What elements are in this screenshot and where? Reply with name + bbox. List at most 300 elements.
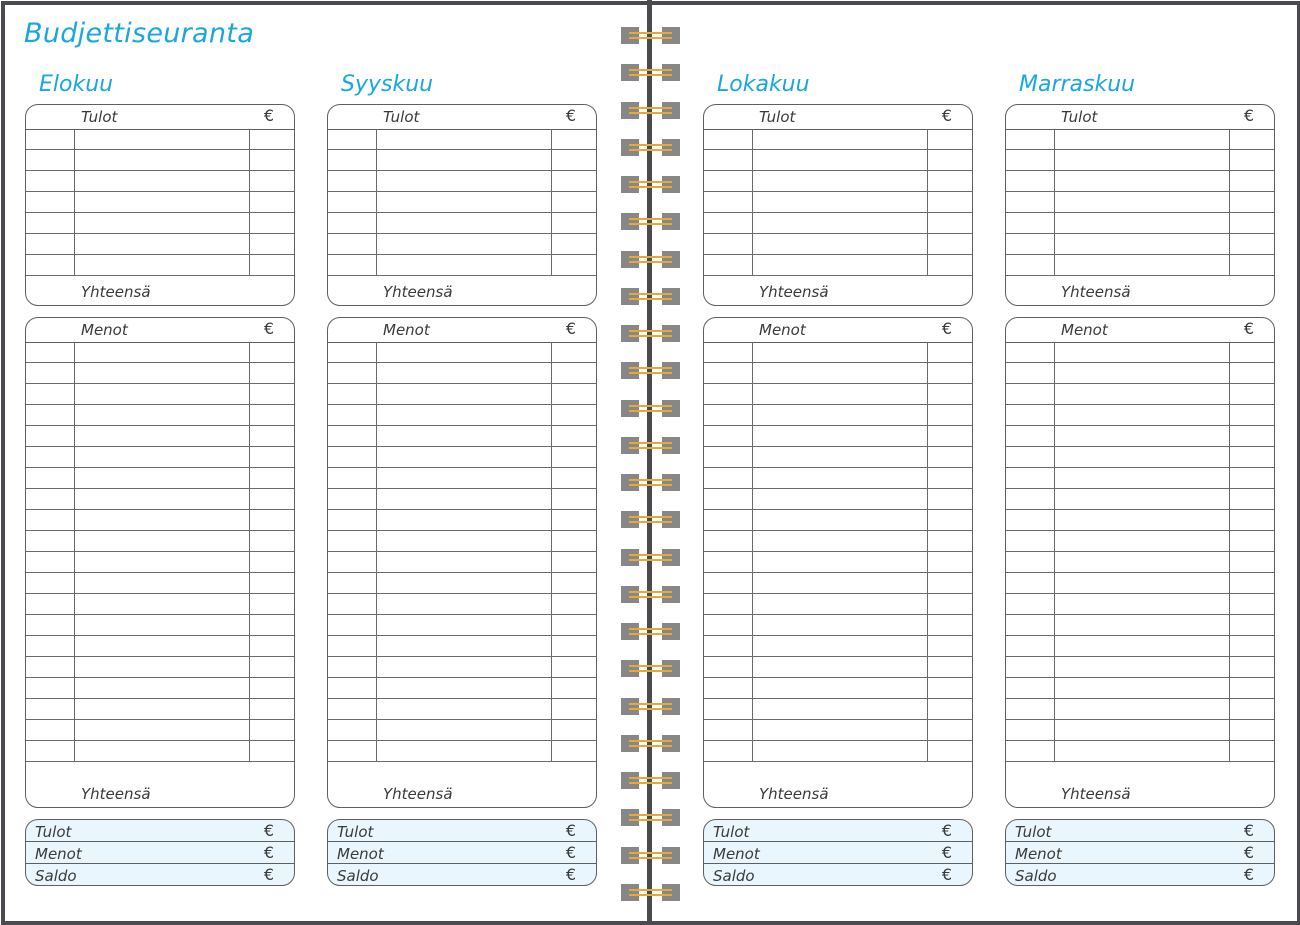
column-divider: [551, 489, 552, 509]
column-divider: [1054, 384, 1055, 404]
table-row[interactable]: [1006, 489, 1274, 510]
table-row[interactable]: [26, 129, 294, 150]
ring-hole: [621, 511, 639, 528]
table-row[interactable]: [328, 741, 596, 762]
column-divider: [1229, 552, 1230, 572]
column-divider: [1229, 447, 1230, 467]
column-divider: [927, 741, 928, 761]
ring-wire: [629, 633, 672, 635]
table-row[interactable]: [328, 426, 596, 447]
column-divider: [551, 594, 552, 614]
table-row[interactable]: [26, 255, 294, 276]
table-row[interactable]: [26, 741, 294, 762]
ring-hole: [662, 400, 680, 417]
table-row[interactable]: [328, 192, 596, 213]
ring-wire: [629, 69, 672, 71]
ring-wire: [629, 144, 672, 146]
table-row[interactable]: [1006, 699, 1274, 720]
summary-row-balance[interactable]: [328, 864, 596, 886]
table-row[interactable]: [1006, 255, 1274, 276]
column-divider: [74, 699, 75, 719]
summary-label-income: Tulot: [35, 823, 72, 841]
table-row[interactable]: [328, 150, 596, 171]
column-divider: [1054, 234, 1055, 254]
expenses-table-nov-rows: [1006, 342, 1274, 762]
expenses-table-oct-header-label: Menot: [759, 321, 806, 339]
euro-icon: €: [1243, 865, 1254, 884]
column-divider: [74, 531, 75, 551]
table-row[interactable]: [328, 489, 596, 510]
expenses-table-oct-rows: [704, 342, 972, 762]
column-divider: [249, 192, 250, 212]
column-divider: [752, 720, 753, 740]
ring-hole: [621, 847, 639, 864]
table-row[interactable]: [704, 447, 972, 468]
table-row[interactable]: [328, 657, 596, 678]
table-row[interactable]: [704, 741, 972, 762]
euro-icon: €: [263, 106, 274, 125]
table-row[interactable]: [328, 468, 596, 489]
table-row[interactable]: [704, 384, 972, 405]
column-divider: [927, 636, 928, 656]
table-row[interactable]: [26, 213, 294, 234]
ring-wire: [629, 596, 672, 598]
column-divider: [551, 468, 552, 488]
table-row[interactable]: [1006, 384, 1274, 405]
income-table-sep-total-label: Yhteensä: [383, 283, 453, 301]
table-row[interactable]: [1006, 363, 1274, 384]
table-row[interactable]: [26, 552, 294, 573]
table-row[interactable]: [704, 255, 972, 276]
summary-label-balance: Saldo: [1015, 867, 1057, 885]
ring-hole: [662, 586, 680, 603]
table-row[interactable]: [1006, 678, 1274, 699]
spiral-ring: [621, 288, 680, 305]
column-divider: [1229, 657, 1230, 677]
table-row[interactable]: [704, 636, 972, 657]
column-divider: [752, 615, 753, 635]
table-row[interactable]: [704, 573, 972, 594]
column-divider: [752, 255, 753, 275]
table-row[interactable]: [328, 213, 596, 234]
column-divider: [249, 255, 250, 275]
table-row[interactable]: [704, 489, 972, 510]
table-row[interactable]: [26, 510, 294, 531]
income-table-oct: [703, 104, 973, 306]
ring-hole: [621, 213, 639, 230]
expenses-table-sep-header-label: Menot: [383, 321, 430, 339]
table-row[interactable]: [26, 342, 294, 363]
column-divider: [74, 171, 75, 191]
ring-hole: [662, 809, 680, 826]
table-row[interactable]: [328, 720, 596, 741]
table-row[interactable]: [1006, 720, 1274, 741]
column-divider: [249, 363, 250, 383]
column-divider: [376, 447, 377, 467]
spiral-ring: [621, 325, 680, 342]
column-divider: [249, 615, 250, 635]
table-row[interactable]: [328, 615, 596, 636]
table-row[interactable]: [26, 234, 294, 255]
column-divider: [1229, 234, 1230, 254]
spiral-ring: [621, 884, 680, 901]
summary-row-balance[interactable]: [704, 864, 972, 886]
table-row[interactable]: [1006, 468, 1274, 489]
table-row[interactable]: [1006, 405, 1274, 426]
table-row[interactable]: [704, 594, 972, 615]
column-divider: [927, 531, 928, 551]
column-divider: [1229, 384, 1230, 404]
ring-wire: [629, 181, 672, 183]
expenses-table-nov-header-label: Menot: [1061, 321, 1108, 339]
column-divider: [376, 426, 377, 446]
column-divider: [74, 573, 75, 593]
spiral-ring: [621, 437, 680, 454]
table-row[interactable]: [26, 657, 294, 678]
column-divider: [551, 129, 552, 149]
summary-row-income[interactable]: [26, 820, 294, 842]
table-row[interactable]: [1006, 573, 1274, 594]
column-divider: [752, 363, 753, 383]
table-row[interactable]: [704, 342, 972, 363]
ring-hole: [621, 64, 639, 81]
table-row[interactable]: [328, 405, 596, 426]
table-row[interactable]: [26, 615, 294, 636]
column-divider: [551, 615, 552, 635]
table-row[interactable]: [704, 531, 972, 552]
column-divider: [1054, 213, 1055, 233]
expenses-table-aug-header-label: Menot: [81, 321, 128, 339]
column-divider: [249, 573, 250, 593]
table-row[interactable]: [328, 699, 596, 720]
table-row[interactable]: [328, 342, 596, 363]
summary-box-sep: [327, 819, 597, 886]
ring-wire: [629, 670, 672, 672]
ring-wire: [629, 112, 672, 114]
ring-hole: [662, 437, 680, 454]
table-row[interactable]: [26, 426, 294, 447]
spiral-ring: [621, 660, 680, 677]
ring-hole: [621, 400, 639, 417]
table-row[interactable]: [26, 468, 294, 489]
income-table-aug-total-label: Yhteensä: [81, 283, 151, 301]
table-row[interactable]: [26, 447, 294, 468]
spiral-ring: [621, 400, 680, 417]
column-divider: [1229, 636, 1230, 656]
ring-wire: [629, 335, 672, 337]
table-row[interactable]: [328, 129, 596, 150]
column-divider: [752, 636, 753, 656]
table-row[interactable]: [1006, 636, 1274, 657]
column-divider: [752, 552, 753, 572]
column-divider: [74, 468, 75, 488]
table-row[interactable]: [704, 234, 972, 255]
table-row[interactable]: [1006, 192, 1274, 213]
column-divider: [376, 615, 377, 635]
column-divider: [1229, 489, 1230, 509]
ring-wire: [629, 819, 672, 821]
ring-hole: [662, 474, 680, 491]
table-row[interactable]: [704, 720, 972, 741]
column-divider: [74, 720, 75, 740]
column-divider: [249, 150, 250, 170]
table-row[interactable]: [704, 468, 972, 489]
ring-hole: [621, 809, 639, 826]
table-row[interactable]: [26, 384, 294, 405]
column-divider: [1229, 363, 1230, 383]
column-divider: [1229, 615, 1230, 635]
summary-row-expenses[interactable]: [704, 842, 972, 864]
table-row[interactable]: [1006, 510, 1274, 531]
ring-wire: [629, 293, 672, 295]
column-divider: [376, 171, 377, 191]
table-row[interactable]: [26, 489, 294, 510]
column-divider: [249, 384, 250, 404]
summary-row-expenses[interactable]: [1006, 842, 1274, 864]
column-divider: [1054, 447, 1055, 467]
column-divider: [927, 510, 928, 530]
summary-label-income: Tulot: [1015, 823, 1052, 841]
expenses-table-oct-header: [704, 318, 972, 343]
table-row[interactable]: [328, 531, 596, 552]
column-divider: [74, 510, 75, 530]
column-divider: [1054, 192, 1055, 212]
expenses-table-sep-total-label: Yhteensä: [383, 785, 453, 803]
column-divider: [249, 426, 250, 446]
column-divider: [249, 741, 250, 761]
table-row[interactable]: [1006, 150, 1274, 171]
column-divider: [927, 171, 928, 191]
table-row[interactable]: [1006, 171, 1274, 192]
table-row[interactable]: [26, 171, 294, 192]
table-row[interactable]: [26, 720, 294, 741]
column-divider: [551, 447, 552, 467]
summary-row-balance[interactable]: [1006, 864, 1274, 886]
table-row[interactable]: [26, 699, 294, 720]
table-row[interactable]: [26, 636, 294, 657]
table-row[interactable]: [704, 129, 972, 150]
column-divider: [551, 657, 552, 677]
table-row[interactable]: [1006, 213, 1274, 234]
ring-wire: [629, 256, 672, 258]
ring-wire: [629, 298, 672, 300]
table-row[interactable]: [704, 363, 972, 384]
column-divider: [376, 552, 377, 572]
income-table-aug-header: [26, 105, 294, 130]
column-divider: [376, 573, 377, 593]
table-row[interactable]: [26, 192, 294, 213]
ring-hole: [621, 698, 639, 715]
ring-wire: [629, 484, 672, 486]
table-row[interactable]: [328, 678, 596, 699]
table-row[interactable]: [328, 255, 596, 276]
table-row[interactable]: [328, 636, 596, 657]
euro-icon: €: [263, 843, 274, 862]
table-row[interactable]: [26, 594, 294, 615]
table-row[interactable]: [26, 363, 294, 384]
column-divider: [551, 552, 552, 572]
summary-label-income: Tulot: [713, 823, 750, 841]
table-row[interactable]: [328, 447, 596, 468]
column-divider: [551, 213, 552, 233]
column-divider: [376, 741, 377, 761]
column-divider: [752, 426, 753, 446]
column-divider: [752, 489, 753, 509]
table-row[interactable]: [704, 615, 972, 636]
column-divider: [927, 657, 928, 677]
ring-wire: [629, 447, 672, 449]
column-divider: [752, 405, 753, 425]
column-divider: [1054, 531, 1055, 551]
table-row[interactable]: [328, 594, 596, 615]
column-divider: [551, 678, 552, 698]
table-row[interactable]: [704, 405, 972, 426]
table-row[interactable]: [704, 678, 972, 699]
table-row[interactable]: [704, 510, 972, 531]
ring-hole: [662, 102, 680, 119]
table-row[interactable]: [704, 426, 972, 447]
column-divider: [752, 129, 753, 149]
table-row[interactable]: [704, 150, 972, 171]
summary-row-balance[interactable]: [26, 864, 294, 886]
table-row[interactable]: [328, 234, 596, 255]
income-table-nov-total-label: Yhteensä: [1061, 283, 1131, 301]
ring-wire: [629, 554, 672, 556]
column-divider: [551, 636, 552, 656]
ring-hole: [662, 64, 680, 81]
column-divider: [74, 678, 75, 698]
column-divider: [927, 447, 928, 467]
table-row[interactable]: [1006, 426, 1274, 447]
column-divider: [249, 468, 250, 488]
column-divider: [1054, 699, 1055, 719]
column-divider: [551, 720, 552, 740]
column-divider: [376, 405, 377, 425]
table-row[interactable]: [1006, 657, 1274, 678]
column-divider: [74, 741, 75, 761]
spiral-ring: [621, 809, 680, 826]
column-divider: [1229, 171, 1230, 191]
column-divider: [376, 192, 377, 212]
month-heading-nov: Marraskuu: [1019, 72, 1136, 97]
ring-wire: [629, 703, 672, 705]
table-row[interactable]: [26, 150, 294, 171]
ring-wire: [629, 330, 672, 332]
summary-row-expenses[interactable]: [26, 842, 294, 864]
table-row[interactable]: [704, 552, 972, 573]
summary-row-expenses[interactable]: [328, 842, 596, 864]
table-row[interactable]: [704, 657, 972, 678]
column-divider: [1229, 531, 1230, 551]
expenses-table-oct-total-label: Yhteensä: [759, 785, 829, 803]
table-row[interactable]: [1006, 741, 1274, 762]
month-heading-aug: Elokuu: [39, 72, 114, 97]
column-divider: [551, 384, 552, 404]
spiral-ring: [621, 511, 680, 528]
expenses-table-aug: [25, 317, 295, 808]
income-table-nov-header-label: Tulot: [1061, 108, 1098, 126]
column-divider: [376, 129, 377, 149]
column-divider: [1229, 129, 1230, 149]
table-row[interactable]: [1006, 615, 1274, 636]
table-row[interactable]: [704, 171, 972, 192]
column-divider: [249, 720, 250, 740]
table-row[interactable]: [704, 213, 972, 234]
ring-wire: [629, 32, 672, 34]
column-divider: [376, 150, 377, 170]
column-divider: [927, 363, 928, 383]
column-divider: [752, 234, 753, 254]
income-table-aug-header-label: Tulot: [81, 108, 118, 126]
ring-wire: [629, 628, 672, 630]
table-row[interactable]: [1006, 531, 1274, 552]
ring-wire: [629, 740, 672, 742]
summary-row-income[interactable]: [704, 820, 972, 842]
table-row[interactable]: [1006, 234, 1274, 255]
expenses-table-oct: [703, 317, 973, 808]
ring-hole: [662, 325, 680, 342]
table-row[interactable]: [328, 573, 596, 594]
ring-wire: [629, 559, 672, 561]
table-row[interactable]: [328, 510, 596, 531]
column-divider: [249, 405, 250, 425]
table-row[interactable]: [1006, 594, 1274, 615]
summary-box-aug: [25, 819, 295, 886]
ring-wire: [629, 857, 672, 859]
table-row[interactable]: [1006, 129, 1274, 150]
table-row[interactable]: [1006, 342, 1274, 363]
column-divider: [376, 720, 377, 740]
column-divider: [1229, 150, 1230, 170]
table-row[interactable]: [704, 192, 972, 213]
column-divider: [249, 636, 250, 656]
table-row[interactable]: [26, 573, 294, 594]
euro-icon: €: [1243, 843, 1254, 862]
income-table-sep: [327, 104, 597, 306]
column-divider: [1054, 720, 1055, 740]
summary-box-oct: [703, 819, 973, 886]
ring-hole: [662, 511, 680, 528]
column-divider: [551, 363, 552, 383]
table-row[interactable]: [1006, 552, 1274, 573]
ring-hole: [621, 362, 639, 379]
table-row[interactable]: [1006, 447, 1274, 468]
table-row[interactable]: [26, 405, 294, 426]
table-row[interactable]: [26, 678, 294, 699]
column-divider: [752, 594, 753, 614]
summary-row-income[interactable]: [328, 820, 596, 842]
income-table-sep-header: [328, 105, 596, 130]
ring-hole: [662, 139, 680, 156]
column-divider: [752, 741, 753, 761]
spiral-ring: [621, 623, 680, 640]
table-row[interactable]: [328, 552, 596, 573]
ring-hole: [662, 847, 680, 864]
table-row[interactable]: [328, 363, 596, 384]
column-divider: [927, 699, 928, 719]
summary-box-nov: [1005, 819, 1275, 886]
ring-wire: [629, 782, 672, 784]
column-divider: [1229, 342, 1230, 362]
table-row[interactable]: [328, 171, 596, 192]
table-row[interactable]: [328, 384, 596, 405]
table-row[interactable]: [704, 699, 972, 720]
summary-row-income[interactable]: [1006, 820, 1274, 842]
column-divider: [1054, 636, 1055, 656]
income-table-oct-header-label: Tulot: [759, 108, 796, 126]
table-row[interactable]: [26, 531, 294, 552]
column-divider: [551, 255, 552, 275]
